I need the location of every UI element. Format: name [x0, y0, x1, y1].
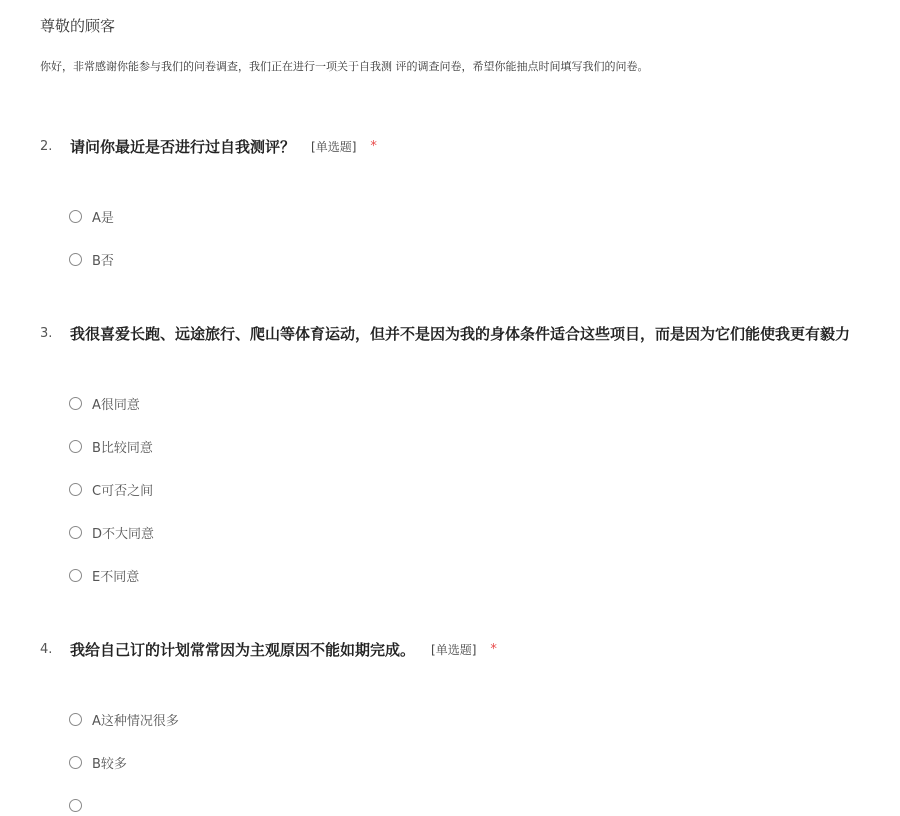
question-2-header	[40, 134, 900, 158]
question-4-header	[40, 637, 900, 661]
greeting: 尊敬的顾客	[40, 17, 116, 35]
required-marker: *	[490, 641, 497, 657]
option-q3-d[interactable]	[69, 521, 154, 543]
option-label: B比较同意	[92, 440, 153, 456]
option-label: A这种情况很多	[92, 713, 179, 729]
option-q3-c[interactable]	[69, 478, 153, 500]
radio-button[interactable]	[69, 526, 82, 539]
option-label: B否	[92, 253, 114, 269]
question-title: 我很喜爱长跑、远途旅行、爬山等体育运动，但并不是因为我的身体条件适合这些项目，而是因为它们能使我更有毅力	[70, 324, 851, 343]
option-q3-b[interactable]	[69, 435, 153, 457]
option-q2-b[interactable]	[69, 248, 114, 270]
option-label: A是	[92, 210, 114, 226]
option-label: B较多	[92, 756, 127, 772]
option-label: A很同意	[92, 397, 140, 413]
option-q2-a[interactable]	[69, 205, 114, 227]
question-title: 请问你最近是否进行过自我测评？	[70, 137, 296, 156]
radio-button[interactable]	[69, 483, 82, 496]
option-label: E不同意	[92, 569, 140, 585]
radio-button[interactable]	[69, 397, 82, 410]
radio-button[interactable]	[69, 756, 82, 769]
option-q3-a[interactable]	[69, 392, 140, 414]
option-q4-c-partial[interactable]	[69, 794, 82, 816]
intro-text: 你好，非常感谢你能参与我们的问卷调查，我们正在进行一项关于自我测 评的调查问卷，希望你能抽点时间填写我们的问卷。	[40, 60, 649, 73]
option-label: D不大同意	[92, 526, 155, 542]
option-label: C可否之间	[92, 483, 154, 499]
question-title: 我给自己订的计划常常因为主观原因不能如期完成。	[70, 640, 416, 659]
radio-button[interactable]	[69, 799, 82, 812]
question-3-header	[40, 321, 900, 345]
radio-button[interactable]	[69, 253, 82, 266]
option-q3-e[interactable]	[69, 564, 139, 586]
question-type-badge: [单选题]	[311, 139, 357, 154]
radio-button[interactable]	[69, 713, 82, 726]
question-number: 4.	[40, 641, 53, 657]
radio-button[interactable]	[69, 210, 82, 223]
option-q4-b[interactable]	[69, 751, 127, 773]
radio-button[interactable]	[69, 440, 82, 453]
question-number: 3.	[40, 325, 53, 341]
required-marker: *	[370, 138, 377, 154]
question-number: 2.	[40, 138, 53, 154]
question-type-badge: [单选题]	[431, 642, 477, 657]
radio-button[interactable]	[69, 569, 82, 582]
option-q4-a[interactable]	[69, 708, 179, 730]
